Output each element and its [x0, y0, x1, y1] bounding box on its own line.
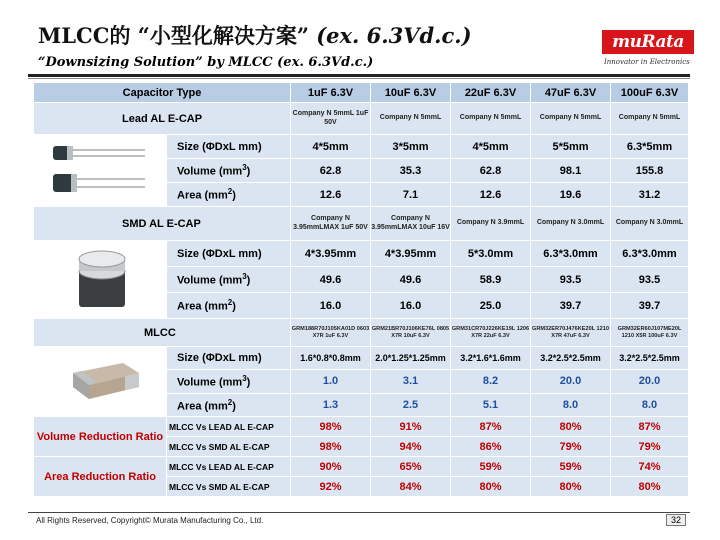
- ratio-cell: 91%: [371, 417, 451, 437]
- size-cell: 3.2*2.5*2.5mm: [531, 347, 611, 370]
- maker-cell: Company N 3.0mmL: [611, 207, 689, 241]
- volume-cell: 1.0: [291, 370, 371, 393]
- size-cell: 5*5mm: [531, 135, 611, 159]
- volume-cell: 58.9: [451, 267, 531, 293]
- area-cell: 39.7: [531, 293, 611, 319]
- volume-cell: 35.3: [371, 159, 451, 183]
- volume-cell: 98.1: [531, 159, 611, 183]
- volume-cell: 49.6: [291, 267, 371, 293]
- ratio-cell: 92%: [291, 477, 371, 497]
- lead-maker-row: [34, 103, 689, 135]
- part-cell: GRM31CR70J226KE19L 1206 X7R 22uF 6.3V: [451, 319, 531, 347]
- maker-cell: Company N 3.95mmLMAX 10uF 16V: [371, 207, 451, 241]
- smd-size-row: [34, 241, 689, 267]
- size-cell: 2.0*1.25*1.25mm: [371, 347, 451, 370]
- col-header: 100uF 6.3V: [611, 83, 689, 103]
- col-header: 47uF 6.3V: [531, 83, 611, 103]
- volume-label: Volume $(mm^3)$: [167, 159, 291, 183]
- lead-size-row: [34, 135, 689, 159]
- comparison-table: [33, 82, 689, 497]
- size-cell: 1.6*0.8*0.8mm: [291, 347, 371, 370]
- ratio-cell: 80%: [451, 477, 531, 497]
- area-cell: 5.1: [451, 393, 531, 416]
- volume-cell: 49.6: [371, 267, 451, 293]
- volume-cell: 155.8: [611, 159, 689, 183]
- ratio-cell: 87%: [451, 417, 531, 437]
- col-header: 22uF 6.3V: [451, 83, 531, 103]
- ratio-cell: 74%: [611, 457, 689, 477]
- size-cell: 4*3.95mm: [371, 241, 451, 267]
- size-cell: 6.3*5mm: [611, 135, 689, 159]
- area-cell: 12.6: [291, 183, 371, 207]
- area-cell: 16.0: [371, 293, 451, 319]
- maker-cell: Company N 3.0mmL: [531, 207, 611, 241]
- col-header: 10uF 6.3V: [371, 83, 451, 103]
- volume-reduction-label: Volume Reduction Ratio: [34, 417, 167, 457]
- murata-logo: muRata: [602, 30, 694, 54]
- size-label: Size (ΦDxL mm): [167, 135, 291, 159]
- volume-cell: 93.5: [531, 267, 611, 293]
- ratio-cell: 87%: [611, 417, 689, 437]
- area-reduction-label: Area Reduction Ratio: [34, 457, 167, 497]
- area-label: Area $(mm^2)$: [167, 293, 291, 319]
- mlcc-size-row: [34, 347, 689, 370]
- ratio-cell: 94%: [371, 437, 451, 457]
- compare-label: MLCC Vs LEAD AL E-CAP: [167, 457, 291, 477]
- ratio-cell: 80%: [531, 477, 611, 497]
- volume-cell: 20.0: [611, 370, 689, 393]
- ratio-cell: 79%: [531, 437, 611, 457]
- compare-label: MLCC Vs SMD AL E-CAP: [167, 437, 291, 457]
- area-cell: 7.1: [371, 183, 451, 207]
- title-divider: [28, 74, 690, 77]
- footer: [28, 512, 690, 528]
- ratio-cell: 59%: [451, 457, 531, 477]
- size-cell: 4*5mm: [291, 135, 371, 159]
- volume-cell: 62.8: [451, 159, 531, 183]
- col-header: 1uF 6.3V: [291, 83, 371, 103]
- logo-tagline: Innovator in Electronics: [604, 58, 690, 66]
- ratio-cell: 86%: [451, 437, 531, 457]
- volume-label: Volume $(mm^3)$: [167, 267, 291, 293]
- maker-cell: Company N 5mmL: [371, 103, 451, 135]
- area-cell: 31.2: [611, 183, 689, 207]
- ratio-cell: 80%: [531, 417, 611, 437]
- smd-label: SMD AL E-CAP: [34, 207, 291, 241]
- area-reduction-row-1: [34, 457, 689, 477]
- part-cell: GRM188R70J105KA01D 0603 X7R 1uF 6.3V: [291, 319, 371, 347]
- maker-cell: Company N 3.9mmL: [451, 207, 531, 241]
- ratio-cell: 79%: [611, 437, 689, 457]
- mlcc-part-row: [34, 319, 689, 347]
- area-cell: 2.5: [371, 393, 451, 416]
- area-cell: 39.7: [611, 293, 689, 319]
- size-cell: 4*5mm: [451, 135, 531, 159]
- area-cell: 19.6: [531, 183, 611, 207]
- area-cell: 1.3: [291, 393, 371, 416]
- volume-cell: 3.1: [371, 370, 451, 393]
- maker-cell: Company N 5mmL: [531, 103, 611, 135]
- maker-cell: Company N 3.95mmLMAX 1uF 50V: [291, 207, 371, 241]
- ratio-cell: 65%: [371, 457, 451, 477]
- ratio-cell: 90%: [291, 457, 371, 477]
- page-subtitle: “Downsizing Solution” by MLCC (ex. 6.3Vd.c.): [38, 55, 374, 70]
- capacitor-type-header: Capacitor Type: [34, 83, 291, 103]
- size-cell: 5*3.0mm: [451, 241, 531, 267]
- maker-cell: Company N 5mmL: [611, 103, 689, 135]
- area-cell: 12.6: [451, 183, 531, 207]
- compare-label: MLCC Vs SMD AL E-CAP: [167, 477, 291, 497]
- area-cell: 25.0: [451, 293, 531, 319]
- page-number: 32: [666, 514, 686, 526]
- volume-reduction-row-1: [34, 417, 689, 437]
- area-cell: 16.0: [291, 293, 371, 319]
- part-cell: GRM32ER60J107ME20L 1210 X5R 100uF 6.3V: [611, 319, 689, 347]
- part-cell: GRM32ER70J476KE20L 1210 X7R 47uF 6.3V: [531, 319, 611, 347]
- area-cell: 8.0: [531, 393, 611, 416]
- page-title: MLCC的 “小型化解决方案” (ex. 6.3Vd.c.): [38, 23, 472, 48]
- size-label: Size (ΦDxL mm): [167, 347, 291, 370]
- part-cell: GRM21BR70J106KE76L 0805 X7R 10uF 6.3V: [371, 319, 451, 347]
- title-divider-thin: [28, 78, 690, 79]
- lead-capacitor-image: [34, 135, 167, 207]
- smd-maker-row: [34, 207, 689, 241]
- size-cell: 6.3*3.0mm: [531, 241, 611, 267]
- volume-cell: 8.2: [451, 370, 531, 393]
- maker-cell: Company N 5mmL: [451, 103, 531, 135]
- ratio-cell: 84%: [371, 477, 451, 497]
- mlcc-chip-image: [34, 347, 167, 417]
- size-cell: 4*3.95mm: [291, 241, 371, 267]
- volume-cell: 62.8: [291, 159, 371, 183]
- size-cell: 3.2*1.6*1.6mm: [451, 347, 531, 370]
- area-label: Area $(mm^2)$: [167, 393, 291, 416]
- ratio-cell: 59%: [531, 457, 611, 477]
- ratio-cell: 98%: [291, 437, 371, 457]
- copyright-text: All Rights Reserved, Copyright© Murata Manufacturing Co., Ltd.: [36, 516, 264, 525]
- maker-cell: Company N 5mmL 1uF 50V: [291, 103, 371, 135]
- mlcc-label: MLCC: [34, 319, 291, 347]
- volume-cell: 20.0: [531, 370, 611, 393]
- ratio-cell: 98%: [291, 417, 371, 437]
- size-label: Size (ΦDxL mm): [167, 241, 291, 267]
- size-cell: 6.3*3.0mm: [611, 241, 689, 267]
- ratio-cell: 80%: [611, 477, 689, 497]
- volume-label: Volume $(mm^3)$: [167, 370, 291, 393]
- area-cell: 8.0: [611, 393, 689, 416]
- smd-capacitor-image: [34, 241, 167, 319]
- header-row: [34, 83, 689, 103]
- size-cell: 3.2*2.5*2.5mm: [611, 347, 689, 370]
- lead-label: Lead AL E-CAP: [34, 103, 291, 135]
- area-label: Area $(mm^2)$: [167, 183, 291, 207]
- volume-cell: 93.5: [611, 267, 689, 293]
- compare-label: MLCC Vs LEAD AL E-CAP: [167, 417, 291, 437]
- size-cell: 3*5mm: [371, 135, 451, 159]
